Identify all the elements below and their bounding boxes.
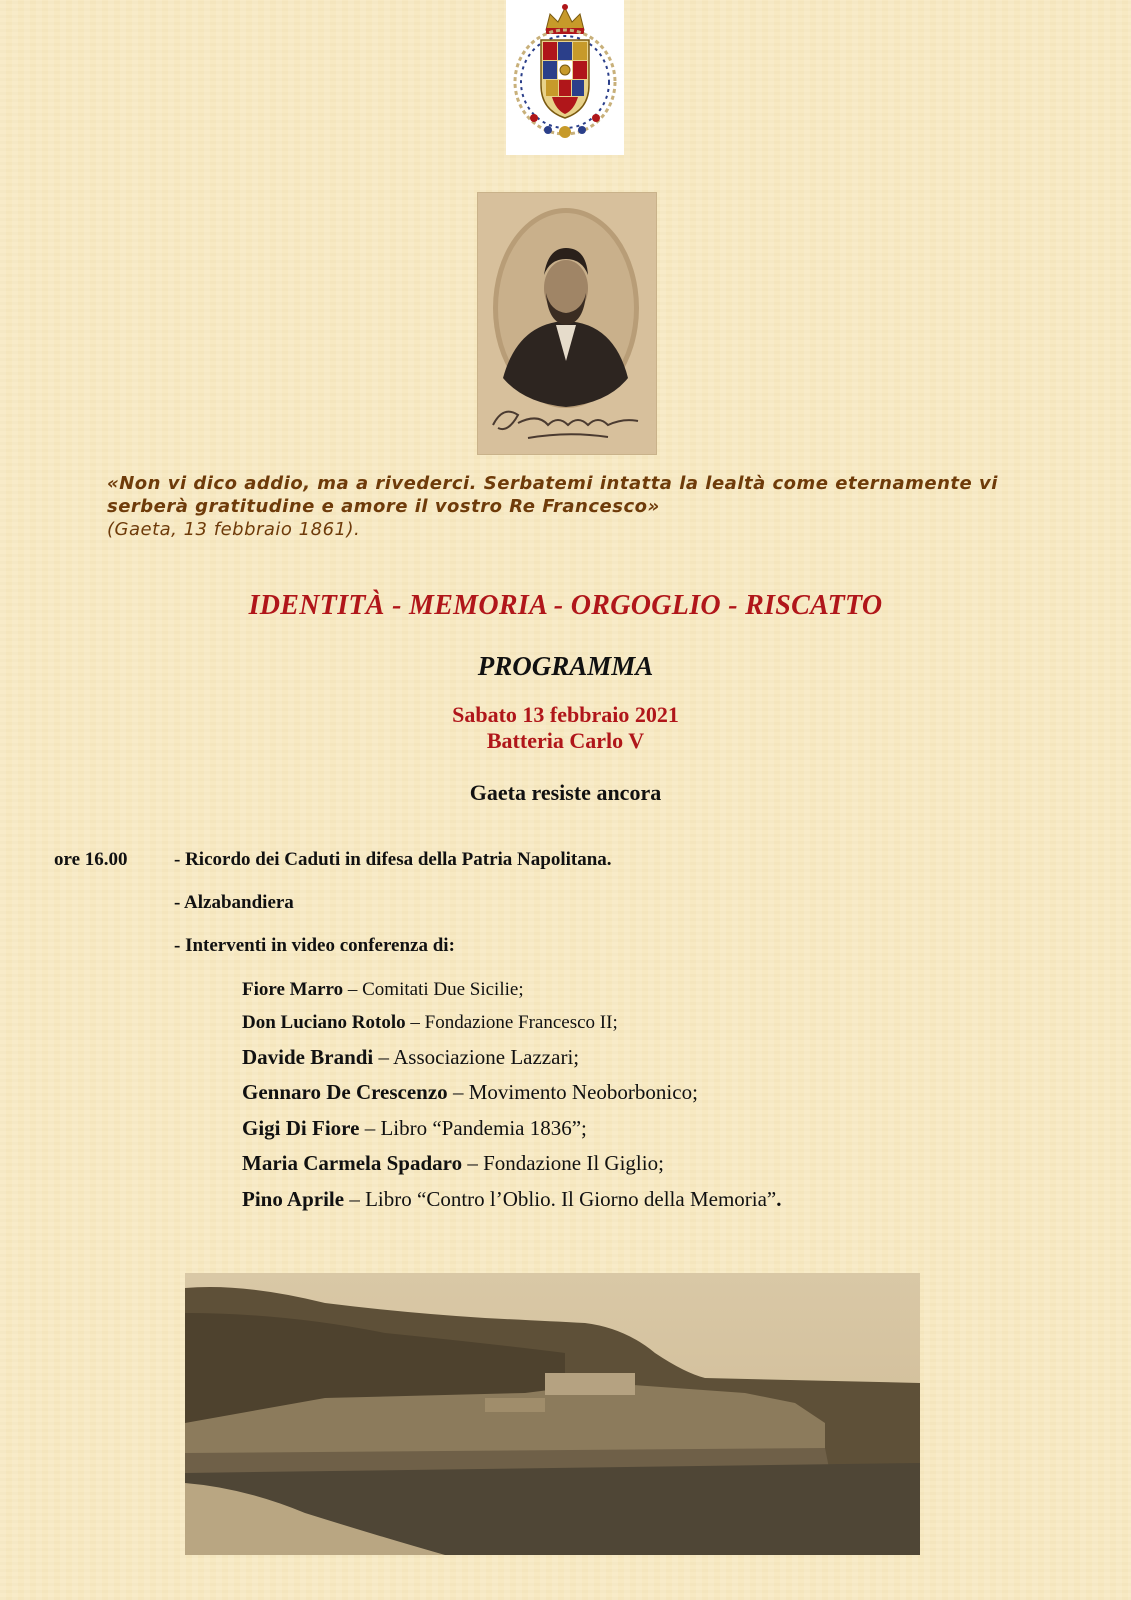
- portrait-image: [477, 192, 657, 455]
- schedule-item: - Alzabandiera: [174, 892, 294, 913]
- speaker-role: – Fondazione Francesco II;: [405, 1012, 618, 1033]
- coat-of-arms-image: [506, 0, 624, 155]
- motto-heading: IDENTITÀ - MEMORIA - ORGOGLIO - RISCATTO: [248, 590, 883, 621]
- event-date: Sabato 13 febbraio 2021: [452, 702, 679, 727]
- speaker-row: [242, 1080, 698, 1105]
- speaker-row: [242, 1012, 618, 1034]
- speaker-name: Gennaro De Crescenzo: [242, 1080, 448, 1104]
- quote-line-1: «Non vi dico addio, ma a rivederci. Serbatemi intatta la lealtà come eternamente vi: [107, 473, 998, 494]
- quote-line-2: serberà gratitudine e amore il vostro Re Francesco»: [107, 496, 660, 517]
- speaker-row: [242, 1187, 782, 1212]
- event-place: Batteria Carlo V: [486, 728, 645, 753]
- speaker-name: Pino Aprile: [242, 1187, 345, 1211]
- speaker-name: Maria Carmela Spadaro: [242, 1151, 463, 1175]
- speaker-name: Davide Brandi: [242, 1045, 374, 1069]
- speaker-row: [242, 1045, 579, 1070]
- speaker-row: [242, 1151, 664, 1176]
- speaker-row: [242, 1116, 587, 1141]
- speaker-role: – Comitati Due Sicilie;: [343, 979, 524, 1000]
- speaker-role: – Libro “Pandemia 1836”;: [359, 1116, 587, 1140]
- speaker-role: – Associazione Lazzari;: [373, 1045, 580, 1069]
- speaker-end: .: [776, 1187, 782, 1211]
- quote-source: (Gaeta, 13 febbraio 1861).: [107, 519, 361, 540]
- speaker-name: Don Luciano Rotolo: [242, 1012, 406, 1033]
- programma-title: PROGRAMMA: [477, 651, 654, 681]
- speaker-role: – Fondazione Il Giglio;: [462, 1151, 664, 1175]
- gaeta-fortress-photo: [185, 1273, 920, 1555]
- schedule-item: - Interventi in video conferenza di:: [174, 935, 455, 956]
- event-subtitle: Gaeta resiste ancora: [469, 780, 662, 805]
- schedule-item: - Ricordo dei Caduti in difesa della Patria Napolitana.: [174, 849, 612, 870]
- speaker-row: [242, 979, 524, 1001]
- schedule-time: ore 16.00: [54, 849, 128, 870]
- speaker-name: Gigi Di Fiore: [242, 1116, 360, 1140]
- speaker-role: – Libro “Contro l’Oblio. Il Giorno della Memoria”: [344, 1187, 777, 1211]
- speaker-name: Fiore Marro: [242, 979, 344, 1000]
- speaker-role: – Movimento Neoborbonico;: [447, 1080, 698, 1104]
